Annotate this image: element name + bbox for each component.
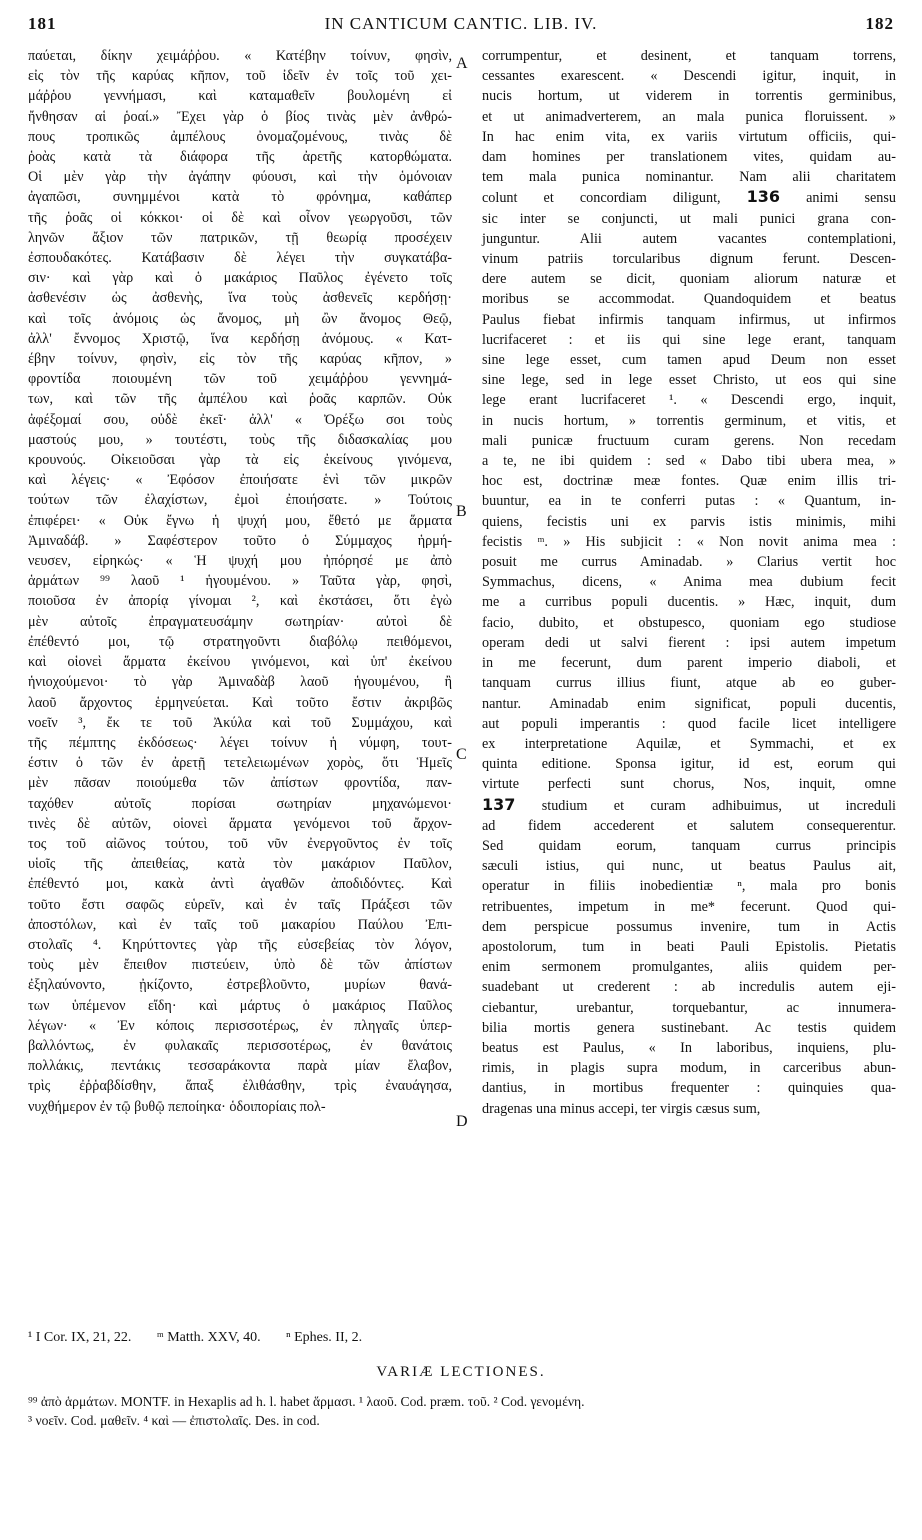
- greek-text-line: ἁρμάτων ⁹⁹ λαοῦ ¹ ἡγουμένου. » Ταῦτα γὰρ, φησὶ,: [28, 573, 452, 590]
- latin-text-line: quiens, fecistis uni ex parvis istis minimis, mihi: [482, 513, 896, 530]
- latin-text-line: hoc est, doctrinæ meæ fontes. Quæ enim illis tri-: [482, 473, 896, 490]
- greek-text-line: ῥοὰς κατὰ τὰ διάφορα τῆς ἀρετῆς κατορθώματα.: [28, 149, 452, 166]
- greek-text-line: νυχθήμερον ἐν τῷ βυθῷ πεποίηκα· ὁδοιπορίαις πολ-: [28, 1098, 326, 1115]
- latin-text-line: operatur in filiis inobedientiæ ⁿ, mala pro bonis: [482, 878, 896, 895]
- latin-text-line: dam homines per translationem vites, quidam au-: [482, 149, 896, 166]
- greek-text-line: τινὲς δὲ αὐτῶν, οἱονεὶ ἅρματα γενόμενοι τοῦ ἄρχον-: [28, 815, 452, 832]
- latin-text-line: apostolorum, tum in beati Pauli Epistolis. Pietatis: [482, 938, 896, 955]
- column-number: 137: [482, 794, 516, 814]
- latin-text-line: tem mala punica nominantur. Nam alii charitatem: [482, 169, 896, 186]
- latin-text-line: aut populi imperantis : quod facile licet intelligere: [482, 715, 896, 732]
- latin-text-line: dere autem se dicit, quoniam aliorum naturæ et: [482, 271, 896, 288]
- greek-text-line: έστιν ὁ τῶν ἐν ἀρετῇ τετελειωμένων χορὸς, ὅτι Ἡμεῖς: [28, 755, 452, 772]
- latin-text-line: colunt et concordiam diligunt, 136 animi sensu: [482, 187, 896, 207]
- latin-text-line: corrumpentur, et desinent, et tanquam torrens,: [482, 48, 896, 64]
- latin-text-line: nucis hortum, ut viderem in torrentis germinibus,: [482, 88, 896, 105]
- latin-text-line: virtute perfecti sunt chorus, Nos, inquit, omne: [482, 776, 896, 793]
- greek-text-line: ἀλλ' ἔννομος Χριστῷ, ἵνα κερδήσῃ ἀνόμους. « Κατ-: [28, 330, 452, 347]
- latin-text-line: dem perspicue possumus invenire, tum in Actis: [482, 918, 896, 935]
- latin-text-line: In hac enim vita, ex variis virtutum officiis, qui-: [482, 128, 896, 145]
- latin-text-line: 137 studium et curam adhibuimus, ut increduli: [482, 794, 896, 814]
- footnote: ᵐ Matth. XXV, 40.: [156, 1330, 261, 1345]
- latin-text-line: sæculi istius, qui nunc, ut beatus Paulus ait,: [482, 858, 896, 875]
- greek-column: [28, 46, 452, 1117]
- latin-text-line: operam dedi ut salvi fierent : ipsi autem impetum: [482, 634, 896, 651]
- latin-text-line: sine lege esset, cum tamen apud Deum non esset: [482, 352, 896, 369]
- greek-text-line: τοὺς μὲν ἔπειθον πιστεύειν, ὑπὸ δὲ τῶν ἀπίστων: [28, 957, 452, 974]
- greek-text-line: τούτων τῶν ἐλαχίστων, ἐμοὶ ἐποιήσατε. » Τούτοις: [28, 492, 452, 509]
- greek-text-line: καὶ τοῖς ἀνόμοις ὡς ἄνομος, μὴ ὢν ἄνομος Θεῷ,: [28, 310, 452, 327]
- latin-text-line: in me fecerunt, dum parent imperio diaboli, et: [482, 655, 896, 672]
- greek-text-line: στολαῖς ⁴. Κηρύττοντες γὰρ τῆς εὐσεβείας τὸν λόγον,: [28, 936, 452, 953]
- greek-text-line: μάῤῥου γεννήμασι, καὶ καταμαθεῖν βουλομένη εἰ: [28, 88, 452, 105]
- greek-text-line: Ἀμιναδάβ. » Σαφέστερον τοῦτο ὁ Σύμμαχος ἡρμή-: [28, 532, 452, 549]
- greek-text-line: φροντίδα ποιουμένη τῶν τοῦ χειμάῤῥου γεννημά-: [28, 371, 452, 388]
- greek-text-line: παύεται, δίκην χειμάῤῥου. « Κατέβην τοίνυν, φησὶν,: [28, 48, 452, 64]
- greek-text-line: τος τοῦ αἰῶνος τούτου, τοῦ νῦν ἐνεργοῦντος ἐν τοῖς: [28, 835, 452, 852]
- variant-reading-line: ⁹⁹ ἀπὸ ἁρμάτων. MONTF. in Hexaplis ad h. l. habet ἅρμασι. ¹ λαοῦ. Cod. præm. τοῦ. ² Cod. γενομένη.: [28, 1394, 585, 1409]
- page-number-right: 182: [865, 14, 894, 33]
- greek-text-line: ἤνθησαν αἱ ῥοαί.» Ἔχει γὰρ ὁ βίος τινὰς μὲν ἀνθρώ-: [28, 108, 452, 125]
- column-number: 136: [746, 187, 781, 207]
- latin-text-line: sic inter se conjuncti, ut mali punici grana con-: [482, 210, 896, 227]
- greek-text-line: ἐπέθεντό μοι, κακὰ ἀντὶ ἀγαθῶν ἀποδιδόντες. Καὶ: [28, 876, 452, 893]
- greek-text-line: τρὶς ἐῤῥαβδίσθην, ἅπαξ ἐλιθάσθην, τρὶς ἐναυάγησα,: [28, 1078, 452, 1095]
- latin-text-line: nantur. Aminadab enim significat, populi ducentis,: [482, 695, 896, 712]
- latin-text-line: cessantes exarescent. « Descendi igitur, inquit, in: [482, 68, 896, 85]
- greek-text-line: ἐσπουδακότες. Κατάβασιν δὲ λέγει τὴν συγκατάβα-: [28, 250, 452, 267]
- latin-text-line: junguntur. Alii autem vacantes contemplationi,: [482, 230, 896, 247]
- greek-text-line: βαλλόντως, ἐν φυλακαῖς περισσοτέρως, ἐν θανάτοις: [28, 1037, 452, 1054]
- latin-column: [482, 46, 896, 1119]
- greek-text-line: ἀφέξομαί σου, οὐδὲ ἐκεῖ· ἀλλ' « Ὀρέξω σοι τοὺς: [28, 411, 452, 428]
- greek-text-line: μαστούς μου, » τουτέστι, τοὺς τῆς διδασκαλίας μου: [28, 431, 452, 448]
- latin-text-line: dantius, in mortibus frequenter : quinquies qua-: [482, 1080, 896, 1097]
- greek-text-line: εἰς τὸν τῆς καρύας κῆπον, τοῦ ἰδεῖν ἐν τοῖς τοῦ χει-: [28, 68, 452, 85]
- greek-text-line: τῆς ῥοᾶς οἱ κόκκοι· οἱ δὲ καὶ οἶνον γεωργοῦσι, τῶν: [28, 209, 452, 226]
- latin-text-line: mali punicæ fructuum curam gerens. Non recedam: [482, 432, 896, 449]
- greek-text-line: τοῦτο ἔστι σαφῶς εὑρεῖν, καὶ ἐν ταῖς Πράξεσι τῶν: [28, 896, 452, 913]
- latin-text-line: a te, ne ibi quidem : sed « Dabo tibi ubera mea, »: [482, 453, 896, 470]
- greek-text-line: τῆς πέμπτης ἐκδόσεως· λέγει τοίνυν ἡ νύμφη, τουτ-: [28, 734, 452, 751]
- greek-text-line: ἐπιφέρει· « Οὐκ ἔγνω ἡ ψυχή μου, ἔθετό με ἅρματα: [28, 512, 452, 529]
- latin-text-line: lege erant lucrifaceret ¹. « Descendi ergo, inquit,: [482, 392, 896, 409]
- greek-text-line: ἐπέθεντό μοι, τῷ στρατηγοῦντι διαβόλῳ πειθόμενοι,: [28, 633, 452, 650]
- greek-text-line: ταχόθεν αὐτοῖς πορίσαι σωτηρίαν μηχανώμενοι·: [28, 795, 452, 812]
- latin-text-line: dragenas una minus accepi, ter virgis cæsus sum,: [482, 1100, 761, 1117]
- greek-text-line: ἡνιοχούμενοι· τὸ γὰρ Ἀμιναδὰβ λαοῦ ἡγουμένου, ἢ: [28, 674, 452, 691]
- latin-text-line: buuntur, ea in te conferri putas : « Quantum, in-: [482, 493, 896, 510]
- latin-text-line: in nucis hortum, » torrentis germinum, et vitis, et: [482, 412, 896, 429]
- latin-text-line: facio, dubito, et obstupesco, quoniam ego studiose: [482, 614, 896, 631]
- greek-text-line: των, καὶ τῶν τῆς ἀμπέλου καὶ ῥοᾶς καρπῶν. Οὐκ: [28, 391, 452, 408]
- running-head: [28, 14, 894, 38]
- section-marker-b: B: [456, 503, 467, 520]
- latin-text-line: lucrifaceret : et iis qui sine lege erant, tanquam: [482, 331, 896, 348]
- latin-text-line: bilia mortis genera sustinebant. Ac testis quidem: [482, 1019, 896, 1036]
- latin-text-line: suadebant ut crederent : ab incredulis autem eji-: [482, 979, 896, 996]
- greek-text-line: πολλάκις, πεντάκις τεσσαράκοντα παρὰ μίαν ἔλαβον,: [28, 1058, 452, 1075]
- latin-text-line: ex interpretatione Aquilæ, et Symmachi, et ex: [482, 735, 896, 752]
- greek-text-line: ποιοῦσα ἐν ἀπορίᾳ γίνομαι ², καὶ ἐκστάσει, ὅτι ἐγὼ: [28, 593, 452, 610]
- greek-text-line: κρουνούς. Οἰκειοῦσαι γὰρ τὰ εἰς ἐκείνους γινόμενα,: [28, 452, 452, 469]
- latin-text-line: sine lege, sed in lege esset Christo, ut eos qui sine: [482, 372, 896, 389]
- variant-reading-line: ³ νοεῖν. Cod. μαθεῖν. ⁴ καὶ — ἐπιστολαῖς. Des. in cod.: [28, 1413, 320, 1428]
- greek-text-line: ἀσθενέσιν ὡς ἀσθενὴς, ἵνα τοὺς ἀσθενεῖς κερδήσῃ·: [28, 290, 452, 307]
- running-title: IN CANTICUM CANTIC. LIB. IV.: [324, 14, 598, 33]
- footnote: ⁿ Ephes. II, 2.: [286, 1330, 363, 1345]
- latin-text-line: ad fidem accederent et salutem consequerentur.: [482, 817, 896, 834]
- latin-text-line: Paulus fiebat infirmis tanquam infirmus, ut infirmos: [482, 311, 896, 328]
- greek-text-line: Οἱ μὲν γὰρ τὴν ἀγάπην φύουσι, καὶ τὴν ὁμόνοιαν: [28, 169, 452, 186]
- latin-text-line: me a curribus populi ducentis. » Hæc, inquit, dum: [482, 594, 896, 611]
- variae-lectiones: [28, 1392, 894, 1430]
- greek-text-line: νοεῖν ³, ἔκ τε τοῦ Ἀκύλα καὶ τοῦ Συμμάχου, καὶ: [28, 714, 452, 731]
- greek-text-line: λαοῦ ἄρχοντος ἑρμηνεύεται. Καὶ τοῦτο ἔστιν ἀκριβῶς: [28, 694, 452, 711]
- variae-lectiones-title: VARIÆ LECTIONES.: [376, 1364, 546, 1380]
- latin-text-line: retribuentes, impetum in me* fecerunt. Quod qui-: [482, 898, 896, 915]
- latin-text-line: vinum patriis torcularibus dignum ferunt. Descen-: [482, 251, 896, 268]
- greek-text-line: καὶ λέγεις· « Ἐφόσον ἐποιήσατε ἑνὶ τῶν μικρῶν: [28, 472, 452, 489]
- greek-text-line: ληνῶν ἄξιον τῶν πατρικῶν, τῇ θεωρίᾳ προσέχειν: [28, 229, 452, 246]
- latin-text-line: ciebantur, urebantur, torquebantur, ac innumera-: [482, 999, 896, 1016]
- greek-text-line: ἀποστόλων, καὶ ἐν ταῖς τοῦ μακαρίου Παύλου Ἐπι-: [28, 916, 452, 933]
- section-marker-a: A: [456, 55, 468, 72]
- greek-text-line: πους τροπικῶς ἀμπέλους ὀνομαζομένους, τινὰς δὲ: [28, 128, 452, 145]
- greek-text-line: των ὑπέμενον εἴδη· καὶ μάρτυς ὁ μακάριος Παῦλος: [28, 997, 452, 1014]
- latin-text-line: quinta editione. Sponsa igitur, id est, eorum qui: [482, 756, 896, 773]
- latin-text-line: posuit me currus Aminadab. » Clarius vertit hoc: [482, 554, 896, 571]
- greek-text-line: καὶ οἱονεὶ ἅρματα ἐκείνου γινόμενοι, καὶ ὑπ' ἐκείνου: [28, 654, 452, 671]
- greek-text-line: μὲν πᾶσαν ποιούμεθα τῶν ἀπίστων φροντίδα, παν-: [28, 775, 452, 792]
- latin-text-line: rimis, in plagis supra modum, in carceribus abun-: [482, 1060, 896, 1077]
- latin-text-line: beatus est Paulus, « In laboribus, inquiens, plu-: [482, 1039, 896, 1056]
- greek-text-line: σιν· καὶ γὰρ καὶ ὁ μακάριος Παῦλος ἐγένετο τοῖς: [28, 270, 452, 287]
- latin-text-line: fecistis ᵐ. » His subjicit : « Non novit anima mea :: [482, 533, 896, 550]
- greek-text-line: ἐξηλαύνοντο, ᾐκίζοντο, ἐστρεβλοῦντο, μυρίων θανά-: [28, 977, 452, 994]
- greek-text-line: έβην τοίνυν, φησὶν, εἰς τὸν τῆς καρύας κῆπον, »: [28, 351, 452, 368]
- greek-text-line: υἱοῖς τῆς ἀπειθείας, κατὰ τὸν μακάριον Παῦλον,: [28, 856, 452, 873]
- section-marker-d: D: [456, 1113, 468, 1130]
- latin-text-line: moribus se accommodat. Quandoquidem et beatus: [482, 291, 896, 308]
- latin-text-line: Symmachus, dicens, « Anima mea dubium fecit: [482, 574, 896, 591]
- greek-text-line: μὲν αὐτοῖς ἐπραγματευσάμην σωτηρίαν· αὐτοὶ δὲ: [28, 613, 452, 630]
- section-marker-c: C: [456, 746, 467, 763]
- greek-text-line: νευσεν, εἰρηκώς· « Ἡ ψυχή μου ἠπόρησέ με ἀπὸ: [28, 553, 452, 570]
- greek-text-line: ἀγαπῶσι, συνημμένοι κατὰ τὸ φρόνημα, καθάπερ: [28, 189, 452, 206]
- footnote: ¹ I Cor. IX, 21, 22.: [28, 1330, 132, 1345]
- latin-text-line: tanquam currus illius fiunt, atque ab eo guber-: [482, 675, 896, 692]
- greek-text-line: λέγων· « Ἐν κόποις περισσοτέρως, ἐν πληγαῖς ὑπερ-: [28, 1017, 452, 1034]
- footnotes: [28, 1330, 894, 1346]
- latin-text-line: et ut animadverterem, an mala punica floruissent. »: [482, 108, 896, 125]
- page-number-left: 181: [28, 14, 57, 33]
- latin-text-line: enim sermonem promulgantes, aliis quidem per-: [482, 959, 896, 976]
- latin-text-line: Sed quidam eorum, tanquam currus principis: [482, 837, 896, 854]
